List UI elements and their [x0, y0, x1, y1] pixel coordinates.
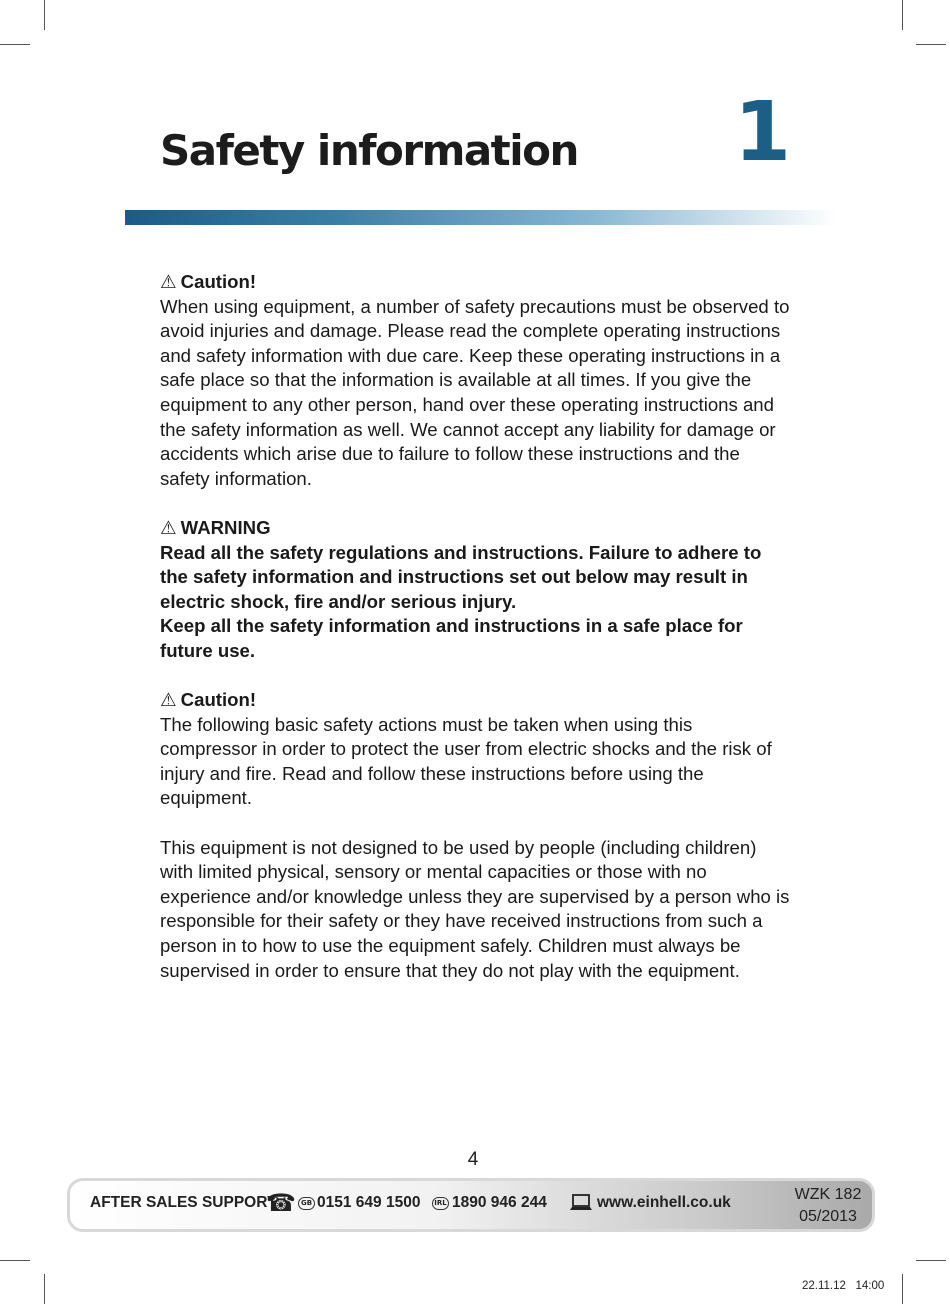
- warning-heading: [160, 516, 790, 541]
- irl-country-badge: IRL: [432, 1197, 449, 1210]
- warning-triangle-icon: ⚠: [160, 271, 177, 292]
- phone-number-irl: 1890 946 244: [452, 1194, 547, 1211]
- crop-mark: [0, 1260, 30, 1261]
- website-link[interactable]: www.einhell.co.uk: [597, 1194, 731, 1211]
- model-date: 05/2013: [799, 1208, 857, 1225]
- laptop-icon: [570, 1193, 592, 1213]
- warning-triangle-icon: ⚠: [160, 689, 177, 711]
- caution-section-2: [160, 688, 790, 811]
- chapter-number: 1: [734, 85, 792, 180]
- telephone-icon: ☎: [266, 1190, 296, 1217]
- print-timestamp: 22.11.12 14:00: [802, 1280, 885, 1292]
- caution-heading-label: Caution!: [180, 271, 257, 292]
- gb-country-badge: GB: [298, 1197, 315, 1210]
- caution-heading-2: [160, 688, 790, 713]
- title-gradient-rule: [125, 210, 837, 225]
- safety-content: [160, 270, 790, 1008]
- page-number: 4: [467, 1149, 479, 1170]
- supervision-section: [160, 836, 790, 984]
- crop-mark: [902, 1274, 903, 1304]
- phone-number-gb: 0151 649 1500: [317, 1194, 421, 1211]
- warning-keep-text: Keep all the safety information and instructions in a safe place for future use.: [160, 615, 743, 661]
- page-title: Safety information: [160, 126, 578, 175]
- caution-text-2: The following basic safety actions must be taken when using this compressor in order to protect the user from electric shocks and the risk of injury and fire. Read and follow these instructions before using the equipment.: [160, 713, 772, 809]
- crop-mark: [0, 44, 30, 45]
- crop-mark: [916, 44, 946, 45]
- crop-mark: [44, 1274, 45, 1304]
- caution-heading: [160, 270, 790, 295]
- crop-mark: [902, 0, 903, 30]
- warning-text: Read all the safety regulations and instructions. Failure to adhere to the safety information and instructions set out below may result in electric shock, fire and/or serious injury.: [160, 541, 762, 612]
- crop-mark: [44, 0, 45, 30]
- caution-section: [160, 270, 790, 491]
- caution-heading-2-label: Caution!: [180, 689, 257, 711]
- warning-section: [160, 516, 790, 664]
- caution-text: When using equipment, a number of safety precautions must be observed to avoid injuries and damage. Please read the complete operating instructions and safety information with due care. Keep these operating instructions in a safe place so that the information is available at all times. If you give the equipment to any other person, hand over these operating instructions and the safety information as well. We cannot accept any liability for damage or accidents which arise due to failure to follow these instructions and the safety information.: [160, 295, 790, 489]
- warning-triangle-icon: ⚠: [160, 516, 177, 538]
- model-code: WZK 182: [794, 1186, 862, 1203]
- supervision-text: This equipment is not designed to be used by people (including children) with limited physical, sensory or mental capacities or those with no experience and/or knowledge unless they are supervised by a person who is responsible for their safety or they have received instructions from such a person in to how to use the equipment safely. Children must always be supervised in order to ensure that they do not play with the equipment.: [160, 836, 790, 981]
- warning-heading-label: WARNING: [180, 516, 271, 538]
- after-sales-label: AFTER SALES SUPPORT: [90, 1194, 277, 1211]
- crop-mark: [916, 1260, 946, 1261]
